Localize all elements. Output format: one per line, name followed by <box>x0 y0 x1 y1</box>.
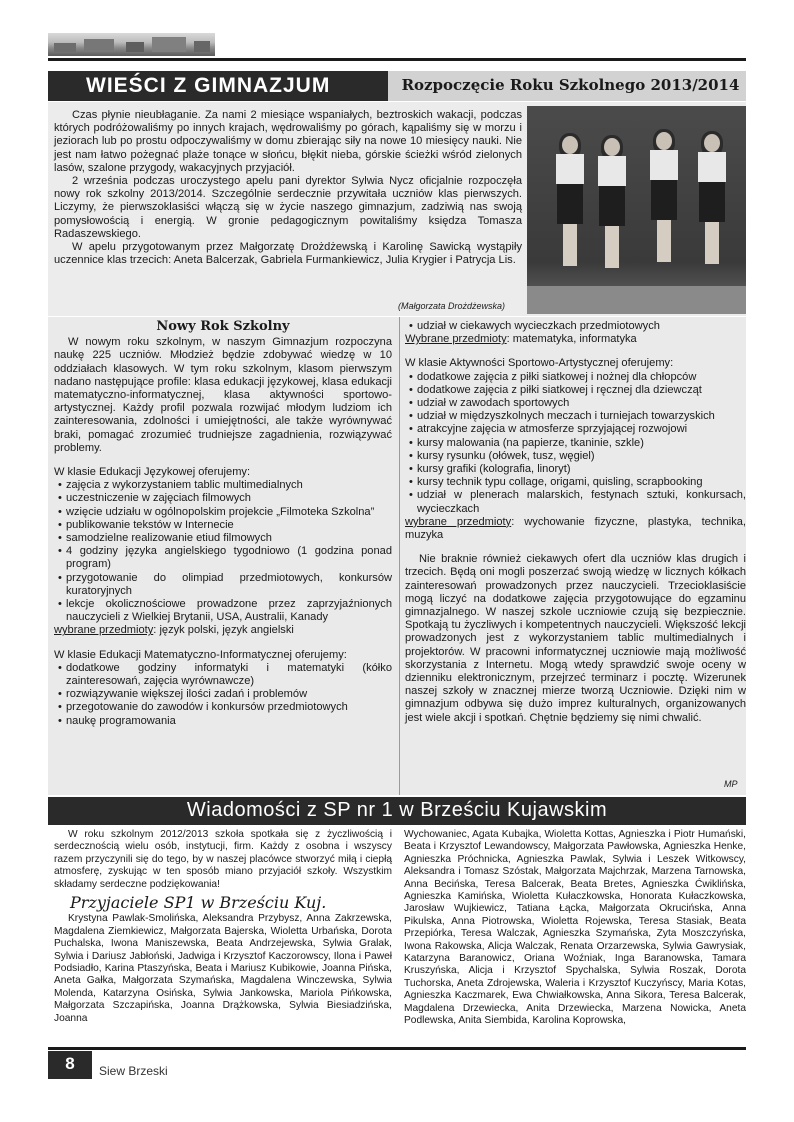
article-title: Rozpoczęcie Roku Szkolnego 2013/2014 <box>401 76 740 94</box>
math-class-intro: W klasie Edukacji Matematyczno-Informatycznej oferujemy: <box>54 648 347 661</box>
intro-paragraph: Czas płynie nieubłaganie. Za nami 2 miesiące wspaniałych, beztroskich wakacji, podczas których podróżowaliśmy po innych krajach, wędrowaliśmy po górach, kąpaliśmy się w morzu i jeziorach lub po prostu odpoczywaliśmy w domu zbierając siły na nowe 10 miesięcy nauki. Nie jest nam łatwo pożegnać plaże tonące w słońcu, błękit nieba, górskie ścieżki wśród zielonych lasów, szalone przygody, wakacyjnych przyjaciół. <box>54 109 522 174</box>
math-chosen-subjects <box>405 333 746 346</box>
intro-paragraph: W apelu przygotowanym przez Małgorzatę Drożdżewską i Karolinę Sawicką wystąpiły uczennice klas trzecich: Aneta Balcerzak, Gabriela Furmankiewicz, Julia Krygier i Patrycja Lis. <box>54 241 522 267</box>
list-item: • 4 godziny języka angielskiego tygodniowo (1 godzina ponad program) <box>54 545 392 571</box>
list-item: • lekcje okolicznościowe prowadzone przez zaprzyjaźnionych nauczycieli z Wielkiej Brytanii, USA, Australii, Kanady <box>54 598 392 624</box>
lang-chosen-subjects <box>54 624 392 637</box>
sp-intro-paragraph: W roku szkolnym 2012/2013 szkoła spotkała się z życzliwością i serdecznością wielu osób, instytucji, firm. Każdy z osobna i wszyscy razem przyczynili się do tego, by w naszej placówce stworzyć miłą i ciepłą atmosferę, zyskując w ten sposób miano przyjaciół szkoły. Wszystkim składamy serdeczne podziękowania! <box>54 829 392 890</box>
section-tag: WIEŚCI Z GIMNAZJUM <box>48 71 388 101</box>
lang-class-intro: W klasie Edukacji Językowej oferujemy: <box>54 466 251 479</box>
list-item: • samodzielne realizowanie etiud filmowych <box>54 532 392 545</box>
list-item: • atrakcyjne zajęcia w atmosferze sprzyjającej rozwojowi <box>405 423 746 436</box>
list-item: • dodatkowe zajęcia z piłki siatkowej i ręcznej dla dziewcząt <box>405 384 746 397</box>
list-item: • rozwiązywanie większej ilości zadań i problemów <box>54 688 392 701</box>
sp-section-title: Wiadomości z SP nr 1 w Brześciu Kujawskim <box>48 797 746 825</box>
intro-paragraph: 2 września podczas uroczystego apelu pani dyrektor Sylwia Nycz oficjalnie rozpoczęła nowy rok szkolny 2013/2014. Szczególnie serdecznie przywitała uczniów klas pierwszych. Liczymy, że pierwszoklasiści włączą się w życie naszego gimnazjum, zadziwią nas swoją pomysłowością i energią. W gronie pedagogicznym powitaliśmy księdza Tomasza Radaszewskiego. <box>54 175 522 240</box>
header-village-photo <box>48 33 215 56</box>
new-year-paragraph: W nowym roku szkolnym, w naszym Gimnazjum rozpoczyna naukę 225 uczniów. Młodzież będzie zdobywać wiedzę w 10 oddziałach klasowych. W tym roku szkolnym, klasom pierwszym nadano następujące profile: klasa edukacji językowej, klasa edukacji matematyczno-informatycznej, klasa aktywności sportowo-artystycznej. Każdy profil pozwala rozwijać młodym ludziom ich zainteresowania, zdolności i umiejętności, ale także wyrównywać braki, pomagać zrozumieć trudniejsze zagadnienia, rozwiązywać problemy. <box>54 336 392 454</box>
sp-right-column <box>404 829 746 1028</box>
left-column <box>54 320 392 728</box>
sport-class-list <box>405 371 746 516</box>
list-item: • udział w ciekawych wycieczkach przedmiotowych <box>405 320 746 333</box>
chosen-subjects-value: : język polski, język angielski <box>153 624 294 637</box>
ceremony-photo <box>527 106 746 314</box>
list-item: • dodatkowe zajęcia z piłki siatkowej i nożnej dla chłopców <box>405 371 746 384</box>
list-item: • przygotowanie do olimpiad przedmiotowych, konkursów kuratoryjnych <box>54 572 392 598</box>
closing-paragraph: Nie braknie również ciekawych ofert dla uczniów klas drugich i trzecich. Będą oni mogli poszerzać swoją wiedzę w licznych kółkach zainteresowań prowadzonych przez nauczycieli. Trzecioklasiście mogą liczyć na dodatkowe zajęcia przygotowujące do egzaminu gimnazjalnego. W naszej szkole uczniowie czują się bezpiecznie. Spotkają tu życzliwych i kompetentnych nauczycieli. Większość lekcji prowadzonych jest z wykorzystaniem tablic multimedialnych i projektorów. W pracowni informatycznej uczniowie mają możliwość skorzystania z Internetu. Mogą wtedy sprawdzić swoje oceny w dzienniku elektronicznym, przejrzeć terminarz i pocztę. Wizerunek naszej szkoły w znacznej mierze tworzą Uczniowie. Dzięki nim w gimnazjum odbywa się dużo imprez kulturalnych, organizowanych jest wiele akcji i spotkań. Chętnie będziemy się nimi chwalić. <box>405 553 746 724</box>
chosen-subjects-value: : matematyka, informatyka <box>506 333 637 346</box>
intro-article <box>54 109 522 267</box>
friends-names-left: Krystyna Pawlak-Smolińska, Aleksandra Przybysz, Anna Zakrzewska, Magdalena Ziemkiewicz, Małgorzata Bajerska, Wioletta Urbańska, Dorota Puchalska, Iwona Maniszewska, Beata Andrzejewska, Sylwia Gralak, Sylwia i Dariusz Jabłoński, Jadwiga i Krzysztof Kaczorowscy, Ilona i Paweł Podsiadło, Karina Ptaszyńska, Beata i Mariusz Kubikowie, Joanna Pińska, Aneta Gałka, Małgorzata Szymańska, Magdalena Winczewska, Sylwia Molenda, Katarzyna Osińska, Sylwia Jankowska, Mariola Pińkowska, Małgorzata Szczapińska, Joanna Drążkowska, Sylwia Biesiadzińska, Joanna <box>54 913 392 1024</box>
section-header <box>48 71 746 101</box>
list-item: • przegotowanie do zawodów i konkursów przedmiotowych <box>54 701 392 714</box>
list-item: • kursy rysunku (ołówek, tusz, węgiel) <box>405 450 746 463</box>
chosen-subjects-label: wybrane przedmioty <box>405 515 512 528</box>
list-item: • wzięcie udziału w ogólnopolskim projekcie „Filmoteka Szkolna” <box>54 506 392 519</box>
intro-signature: (Małgorzata Drożdżewska) <box>398 301 506 311</box>
list-item: • udział w plenerach malarskich, festynach sztuki, konkursach, wycieczkach <box>405 489 746 515</box>
sport-chosen-subjects <box>405 516 746 542</box>
chosen-subjects-value: : wychowanie fizyczne, plastyka, technika, muzyka <box>405 515 746 542</box>
list-item: • kursy grafiki (kolografia, linoryt) <box>405 463 746 476</box>
bottom-rule <box>48 1047 746 1050</box>
new-year-title: Nowy Rok Szkolny <box>156 319 290 334</box>
math-class-list <box>54 662 392 728</box>
sport-class-intro: W klasie Aktywności Sportowo-Artystycznej oferujemy: <box>405 357 674 370</box>
chosen-subjects-label: wybrane przedmioty <box>54 624 154 637</box>
author-initials: MP <box>724 779 738 789</box>
list-item: • udział w międzyszkolnych meczach i turniejach towarzyskich <box>405 410 746 423</box>
publication-name: Siew Brzeski <box>99 1064 168 1078</box>
right-column <box>405 320 746 725</box>
list-item: • dodatkowe godziny informatyki i matematyki (kółko zainteresowań, zajęcia wyrównawcze) <box>54 662 392 688</box>
friends-title: Przyjaciele SP1 w Brześciu Kuj. <box>70 893 327 913</box>
list-item: • naukę programowania <box>54 715 392 728</box>
chosen-subjects-label: Wybrane przedmioty <box>405 333 507 346</box>
page-number: 8 <box>48 1051 92 1079</box>
list-item: • udział w zawodach sportowych <box>405 397 746 410</box>
lang-class-list <box>54 479 392 624</box>
list-item: • uczestniczenie w zajęciach filmowych <box>54 492 392 505</box>
math-class-list-continued <box>405 320 746 333</box>
top-rule <box>48 58 746 61</box>
list-item: • publikowanie tekstów w Internecie <box>54 519 392 532</box>
list-item: • zajęcia z wykorzystaniem tablic multimedialnych <box>54 479 392 492</box>
friends-names-right: Wychowaniec, Agata Kubajka, Wioletta Kottas, Agnieszka i Piotr Humański, Beata i Krzysztof Lewandowscy, Małgorzata Pawłowska, Agnieszka Henke, Agnieszka Próchnicka, Agnieszka Pawlak, Sylwia i Leszek Witkowscy, Aleksandra i Tomasz Szóstak, Małgorzata Majchrzak, Marzena Tarnowska, Anna Becińska, Teresa Balcerak, Beata Bretes, Agnieszka Ćwiklińska, Agnieszka Kamińska, Wioletta Kułaczkowska, Honorata Kułaczkowska, Jarosław Wujkiewicz, Tatiana Łącka, Małgorzata Okrucińska, Anna Pikulska, Anna Piotrowska, Wioletta Rojewska, Teresa Stasiak, Beata Przepiórka, Teresa Walczak, Agnieszka Szymańska, Zyta Moszczyńska, Iwona Rakowska, Alicja Walczak, Renata Orzarzewska, Sylwia Gawrysiak, Katarzyna Baranowicz, Oriana Woźniak, Inga Baranowska, Tamara Kruszyńska, Alicja i Krzysztof Spychalska, Sylwia Roszak, Dorota Tuchorska, Aneta Zdrojewska, Waleria i Krzysztof Kuczyńscy, Maria Kotas, Agnieszka Kaczmarek, Ewa Chwiałkowska, Anna Sikora, Teresa Balcerak, Magdalena Drzewiecka, Anita Drzewiecka, Marzena Nowicka, Aneta Podlewska, Anita Siembida, Karolina Koprowska, <box>404 829 746 1027</box>
list-item: • kursy technik typu collage, origami, quisling, scrapbooking <box>405 476 746 489</box>
list-item: • kursy malowania (na papierze, tkaninie, szkle) <box>405 437 746 450</box>
column-divider <box>399 317 400 795</box>
sp-left-column <box>54 829 392 1025</box>
